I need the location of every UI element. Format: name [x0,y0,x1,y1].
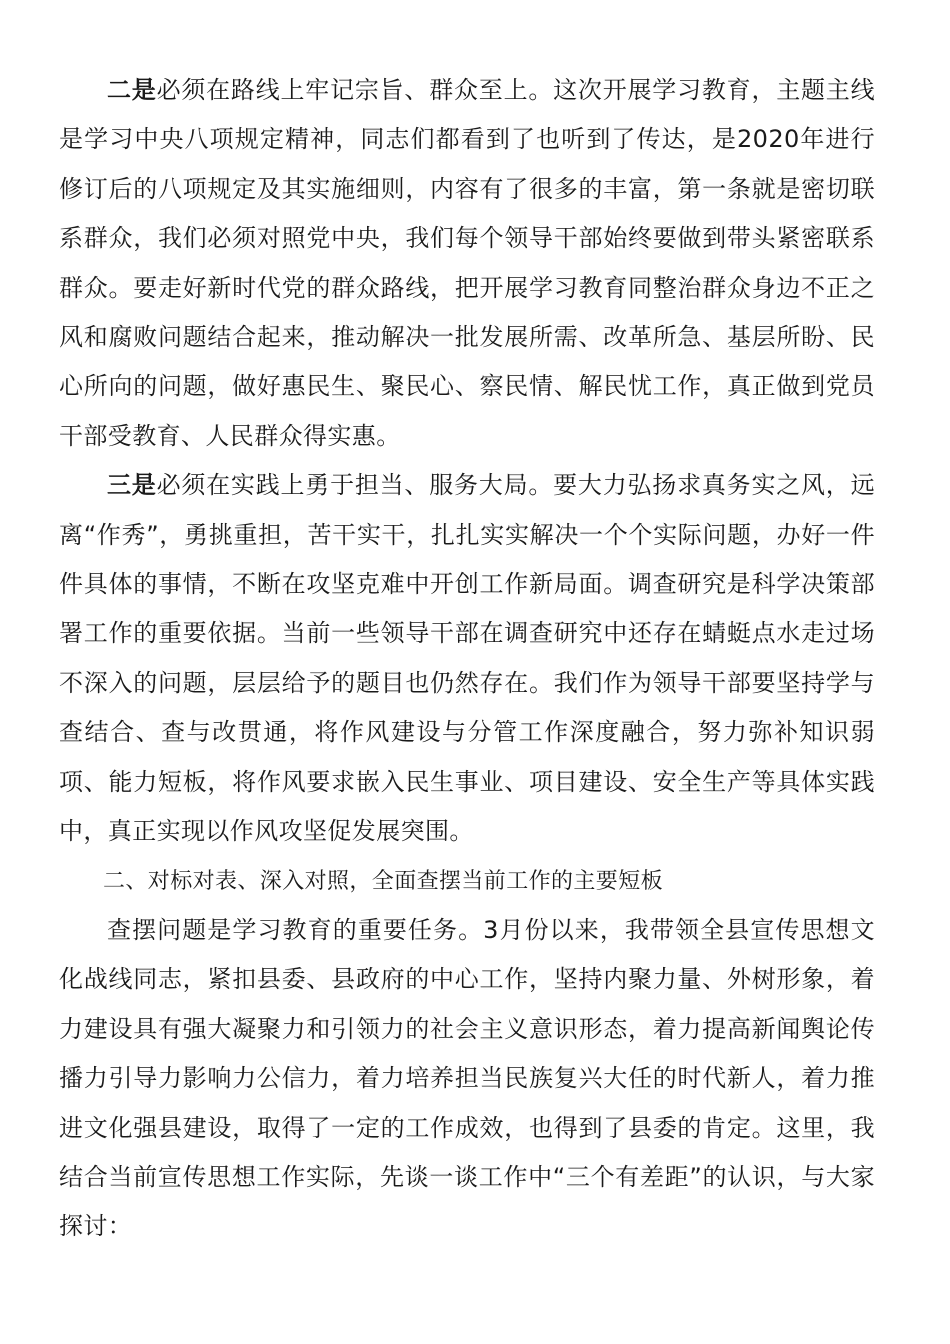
paragraph-lead-label: 三是 [107,471,157,500]
paragraph-point-two [59,66,875,461]
paragraph-point-three [59,461,875,856]
paragraph-section-body: 查摆问题是学习教育的重要任务。3月份以来，我带领全县宣传思想文化战线同志，紧扣县委、县政府的中心工作，坚持内聚力量、外树形象，着力建设具有强大凝聚力和引领力的社会主义意识形态，着力提高新闻舆论传播力引导力影响力公信力，着力培养担当民族复兴大任的时代新人，着力推进文化强县建设，取得了一定的工作成效，也得到了县委的肯定。这里，我结合当前宣传思想工作实际，先谈一谈工作中“三个有差距”的认识，与大家探讨： [59,915,875,1241]
paragraph-lead-label: 二是 [107,76,157,104]
paragraph-body: 必须在实践上勇于担当、服务大局。要大力弘扬求真务实之风，远离“作秀”，勇挑重担，苦干实干，扎扎实实解决一个个实际问题，办好一件件具体的事情，不断在攻坚克难中开创工作新局面。调查研究是科学决策部署工作的重要依据。当前一些领导干部在调查研究中还存在蜻蜓点水走过场不深入的问题，层层给予的题目也仍然存在。我们作为领导干部要坚持学与查结合、查与改贯通，将作风建设与分管工作深度融合，努力弥补知识弱项、能力短板，将作风要求嵌入民生事业、项目建设、安全生产等具体实践中，真正实现以作风攻坚促发展突围。 [59,471,875,846]
document-page [59,66,875,1252]
paragraph-body: 必须在路线上牢记宗旨、群众至上。这次开展学习教育，主题主线是学习中央八项规定精神，同志们都看到了也听到了传达，是2020年进行修订后的八项规定及其实施细则，内容有了很多的丰富，第一条就是密切联系群众，我们必须对照党中央，我们每个领导干部始终要做到带头紧密联系群众。要走好新时代党的群众路线，把开展学习教育同整治群众身边不正之风和腐败问题结合起来，推动解决一批发展所需、改革所急、基层所盼、民心所向的问题，做好惠民生、聚民心、察民情、解民忧工作，真正做到党员干部受教育、人民群众得实惠。 [59,76,875,450]
section-heading: 二、对标对表、深入对照，全面查摆当前工作的主要短板 [103,868,664,894]
